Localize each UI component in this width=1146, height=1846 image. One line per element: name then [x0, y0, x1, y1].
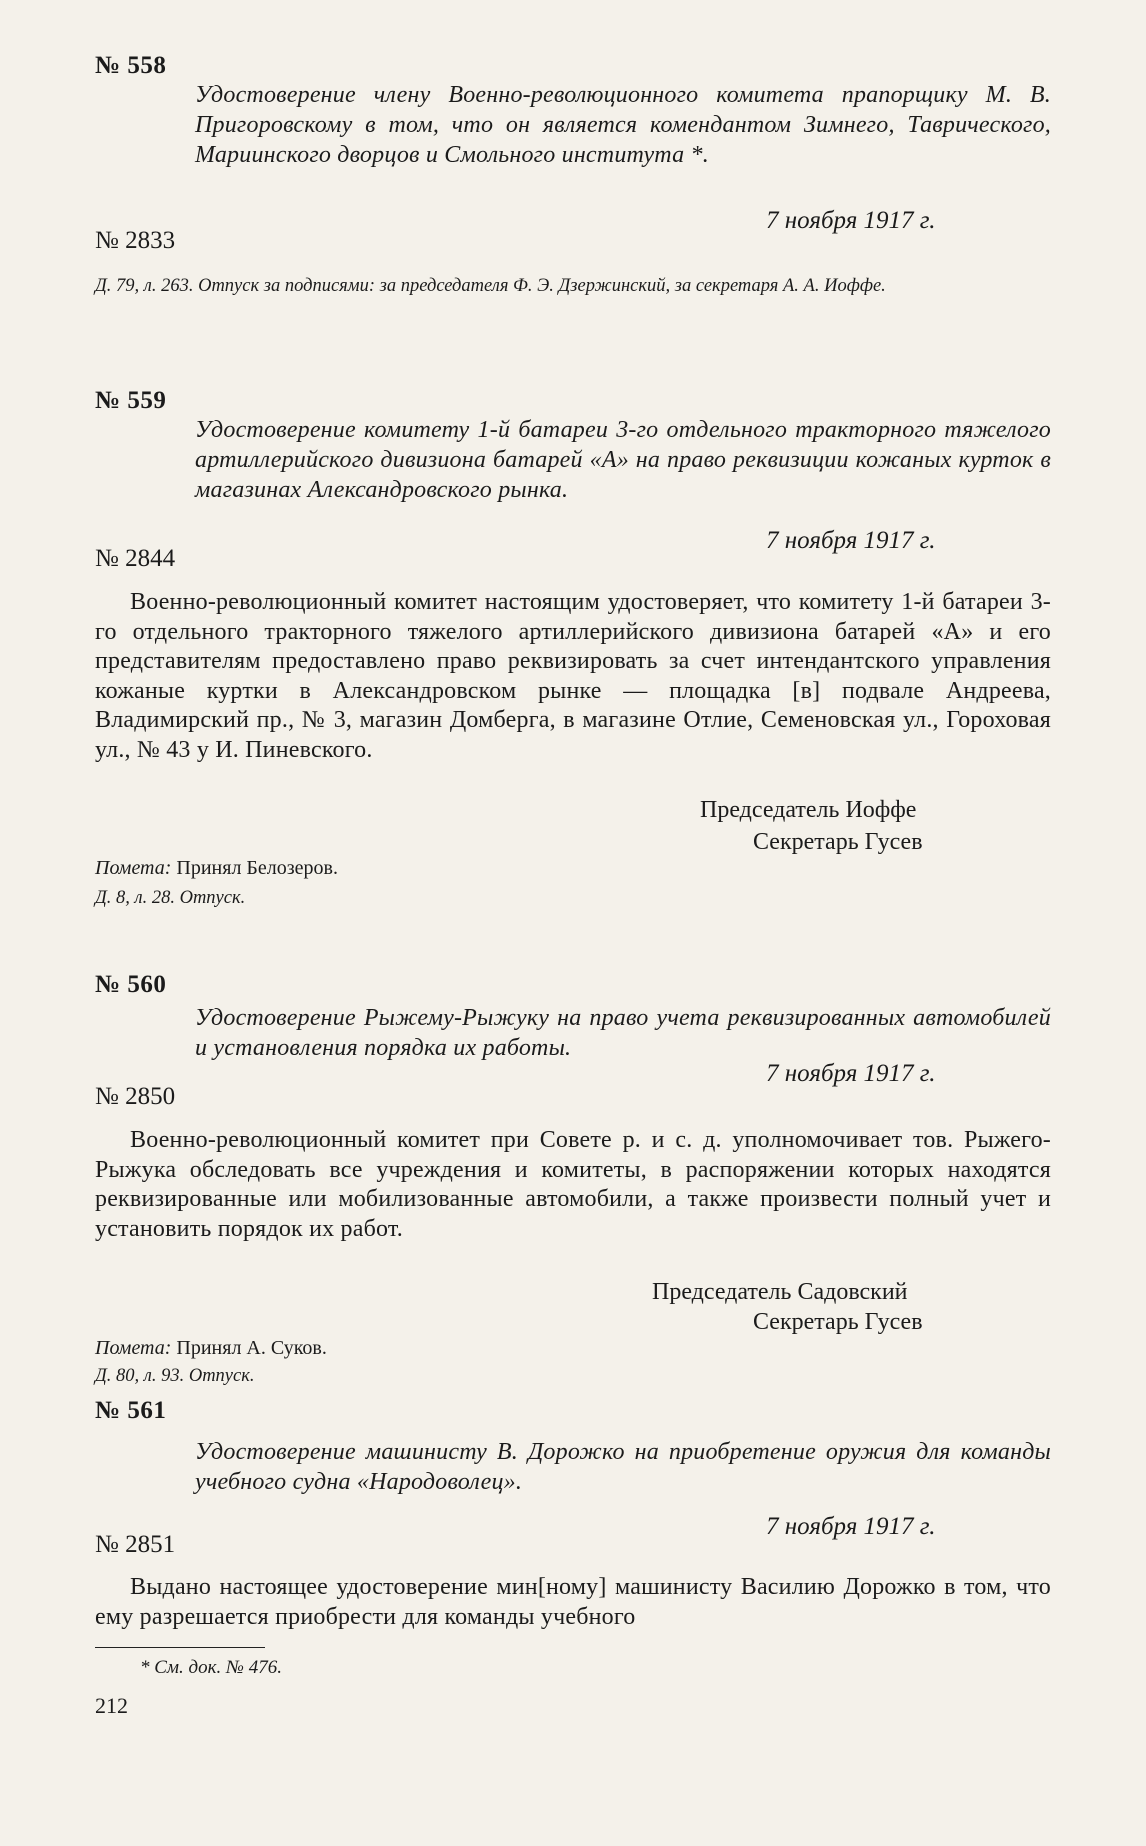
entry-560-source: Д. 80, л. 93. Отпуск. [95, 1366, 255, 1386]
entry-559-mark-label: Помета: [95, 857, 172, 879]
entry-560-signature-secretary: Секретарь Гусев [753, 1309, 923, 1335]
entry-559-source: Д. 8, л. 28. Отпуск. [95, 888, 246, 908]
entry-559-signature-chairman: Председатель Иоффе [700, 797, 917, 823]
entry-559-body: Военно-революционный комитет настоящим удостоверяет, что комитету 1-й батареи 3-го отдельного тракторного тяжелого артиллерийского дивизиона батарей «А» и его представителям предоставлено право реквизировать за счет интендантского управления кожаные куртки в Александровском рынке — площадка [в] подвале Андреева, Владимирский пр., № 3, магазин Домберга, в магазине Отлие, Семеновская ул., Гороховая ул., № 43 у И. Пиневского. [95, 589, 1051, 763]
entry-559-title: Удостоверение комитету 1-й батареи 3-го отдельного тракторного тяжелого артиллерийского дивизиона батарей «А» на право реквизиции кожаных курток в магазинах Александровского рынка. [195, 417, 1051, 503]
entry-560-body: Военно-революционный комитет при Совете р. и с. д. уполномочивает тов. Рыжего-Рыжука обследовать все учреждения и комитеты, в распоряжении которых находятся реквизированные или мобилизованные автомобили, а также произвести полный учет и установить порядок их работ. [95, 1127, 1051, 1242]
footnote-rule [95, 1647, 265, 1648]
page-number: 212 [95, 1693, 128, 1718]
footnote: * См. док. № 476. [140, 1657, 282, 1678]
entry-560-mark-label: Помета: [95, 1337, 172, 1359]
entry-560-date: 7 ноября 1917 г. [766, 1060, 936, 1087]
entry-561-date: 7 ноября 1917 г. [766, 1513, 936, 1540]
entry-559-number: № 559 [95, 387, 167, 414]
entry-560-registry-number: № 2850 [95, 1083, 176, 1110]
entry-558-date: 7 ноября 1917 г. [766, 207, 936, 234]
entry-558-title: Удостоверение члену Военно-революционного комитета прапорщику М. В. Пригоровскому в том, что он является комендантом Зимнего, Таврического, Мариинского дворцов и Смольного института *. [195, 82, 1051, 168]
entry-560-mark-text: Принял А. Суков. [176, 1337, 327, 1359]
entry-560-mark [95, 1337, 327, 1360]
entry-558-registry-number: № 2833 [95, 227, 176, 254]
entry-559-date: 7 ноября 1917 г. [766, 527, 936, 554]
entry-560-title: Удостоверение Рыжему-Рыжуку на право учета реквизированных автомобилей и установления порядка их работы. [195, 1005, 1051, 1061]
entry-558-number: № 558 [95, 52, 167, 79]
entry-561-registry-number: № 2851 [95, 1531, 176, 1558]
entry-559-mark-text: Принял Белозеров. [176, 857, 338, 879]
entry-560-signature-chairman: Председатель Садовский [652, 1279, 908, 1305]
entry-559-mark [95, 857, 338, 880]
entry-561-body: Выдано настоящее удостоверение мин[ному] машинисту Василию Дорожко в том, что ему разрешается приобрести для команды учебного [95, 1574, 1051, 1630]
entry-561-number: № 561 [95, 1397, 167, 1424]
entry-558-source: Д. 79, л. 263. Отпуск за подписями: за председателя Ф. Э. Дзержинский, за секретаря А. А. Иоффе. [95, 276, 886, 296]
entry-560-number: № 560 [95, 971, 167, 998]
entry-559-registry-number: № 2844 [95, 545, 176, 572]
entry-559-signature-secretary: Секретарь Гусев [753, 829, 923, 855]
entry-561-title: Удостоверение машинисту В. Дорожко на приобретение оружия для команды учебного судна «Народоволец». [195, 1439, 1051, 1495]
